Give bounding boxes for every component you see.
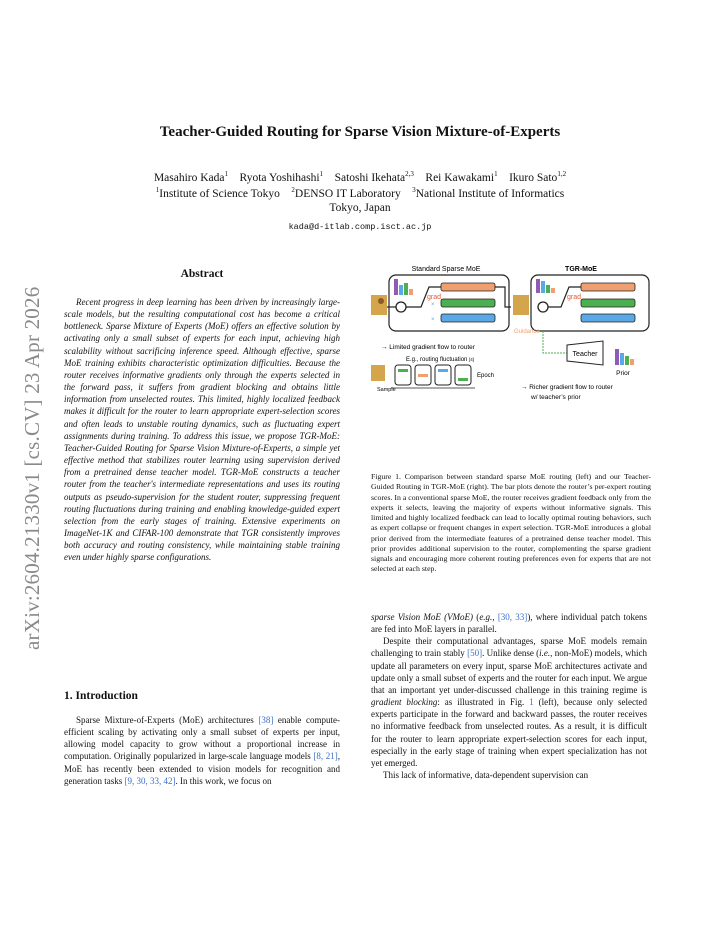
figure-left-title: Standard Sparse MoE	[411, 266, 481, 273]
citation-link[interactable]: [38]	[258, 715, 274, 725]
svg-text:×: ×	[431, 302, 435, 308]
author: Ikuro Sato	[509, 171, 558, 184]
figure-1	[371, 261, 651, 436]
paper-title: Teacher-Guided Routing for Sparse Vision Mixture-of-Experts	[159, 124, 561, 140]
guidance-label: Guidance	[514, 329, 540, 335]
router-node	[396, 302, 406, 312]
citation-link[interactable]: 21]	[325, 751, 338, 762]
fluctuation-note: E.g., routing fluctuation [4]	[406, 357, 475, 363]
affiliation: DENSO IT Laboratory	[294, 187, 401, 200]
sample-image	[371, 295, 387, 315]
fluctuation-diagram	[371, 365, 475, 388]
grad-label-left: grad	[427, 294, 442, 301]
arxiv-stamp: arXiv:2604.21330v1 [cs.CV] 23 Apr 2026	[20, 286, 44, 650]
figure-reference[interactable]: 1	[529, 697, 534, 708]
prior-label: Prior	[616, 370, 630, 377]
expert-blue	[441, 314, 495, 322]
teacher-prior-note: w/ teacher’s prior	[531, 394, 581, 401]
section-heading-introduction: 1. Introduction	[64, 690, 138, 702]
citation-link[interactable]: [8,	[313, 751, 324, 762]
figure-right-title: TGR-MoE	[565, 266, 597, 273]
citation-link[interactable]: [9, 30, 33, 42]	[124, 775, 176, 786]
author: Rei Kawakami	[425, 171, 495, 184]
citation-link[interactable]: [30, 33]	[497, 612, 528, 622]
teacher-label: Teacher	[572, 351, 598, 358]
email[interactable]: kada@d-itlab.comp.isct.ac.jp	[288, 222, 432, 232]
router-score-bars-left	[394, 279, 413, 295]
expert-orange	[441, 283, 495, 291]
intro-paragraph: Sparse Mixture-of-Experts (MoE) architectures [38] enable compute-efficient scaling by activating only a small subset of experts per input, allowing model capacity to grow without a proportional increase in computation. Originally popularized in large-scale language models [8, 21], MoE has recently been extended to vision models for recognition and generation tasks [9, 30, 33, 42]. In this work, we focus on	[64, 715, 340, 786]
sample-label: Sample	[377, 387, 396, 393]
affiliation: National Institute of Informatics	[415, 187, 565, 200]
grad-label-right: grad	[567, 294, 582, 301]
abstract-heading: Abstract	[180, 268, 224, 280]
location: Tokyo, Japan	[329, 202, 391, 214]
router-score-bars-right	[536, 279, 555, 293]
citation-link[interactable]: [50]	[467, 648, 483, 659]
figure-1-caption: Figure 1. Comparison between standard sparse MoE routing (left) and our Teacher-Guided Routing in TGR-MoE (right). The bar plots denote the router’s per-expert routing scores. In a conventional sparse MoE, the router receives gradient feedback only from the experts it selects, leaving the majority of experts without informative signals. This limited and highly localized feedback can lead to locally optimal routing behaviors, such as expert collapse or frequent changes in expert selection. TGR-MoE introduces a global prior derived from the intermediate features of a pretrained dense teacher model. This prior provides additional supervision to the router, complementing the sparse gradient signals and encouraging more coherent routing preferences even for experts that are not selected at each step.	[371, 472, 651, 574]
limited-gradient-note: → Limited gradient flow to router	[381, 344, 475, 351]
author: Satoshi Ikehata	[334, 171, 406, 184]
prior-bars	[615, 349, 634, 365]
svg-text:×: ×	[431, 317, 435, 323]
richer-gradient-note: → Richer gradient flow to router	[521, 384, 613, 391]
affiliation: Institute of Science Tokyo	[159, 187, 280, 200]
abstract-body: Recent progress in deep learning has been driven by increasingly large-scale models, but the resulting computational cost has become a critical bottleneck. Sparse Mixture of Experts (MoE) offers an effective solution by activating only a small subset of experts for each input, achieving high scalability without sacrificing inference speed. Although effective, sparse MoE training exhibits characteristic optimization difficulties. Because the router receives informative gradients only through the experts selected in the forward pass, it suffers from gradient blocking and obtains little information from unselected routes. This limited, highly localized feedback makes it difficult for the router to learn appropriate expert-selection scores and often leads to unstable routing dynamics, such as fluctuating expert assignments during training. To address this issue, we propose TGR-MoE: Teacher-Guided Routing for Sparse Vision Mixture-of-Experts, a simple yet effective method that stabilizes router learning using supervision derived from a pretrained dense teacher model. TGR-MoE constructs a teacher router from the teacher's intermediate representations and uses its routing outputs as pseudo-supervision for the student router, suppressing frequent routing fluctuations during training and enabling knowledge-guided expert selection from the early stages of training. Extensive experiments on ImageNet-1K and CIFAR-100 demonstrate that TGR consistently improves both accuracy and routing consistency, while maintaining stable training even under highly sparse configurations.	[64, 297, 340, 563]
author-list: Masahiro Kada$^1$ Ryota Yoshihashi$^1$ Satoshi Ikehata$^{2,3}$ Rei Kawakami$^1$ Ikuro Sato$^{1,2}$	[153, 170, 567, 184]
intro-right-column: sparse Vision MoE (VMoE) (e.g., [30, 33]), where individual patch tokens are fed into MoE layers in parallel. Despite their computational advantages, sparse MoE models remain challenging to train stably [50]. Unlike dense (i.e., non-MoE) models, which update all parameters on every input, sparse MoE architectures activate and update only a small subset of experts and the router for each input. We argue that an important yet under-discussed challenge in this training regime is gradient blocking: as illustrated in Fig. 1 (left), because only selected experts participate in the forward and backward passes, the router receives no informative feedback from unselected routes. As a result, it is difficult for the router to learn appropriate expert-selection scores for each input, especially in the early stage of training when expert specialization has not yet emerged. This lack of informative, data-dependent supervision can	[371, 612, 648, 781]
expert-green	[441, 299, 495, 307]
author: Masahiro Kada	[153, 171, 225, 184]
epoch-label: Epoch	[477, 373, 495, 379]
author: Ryota Yoshihashi	[239, 171, 320, 184]
affiliation-list: $^1$Institute of Science Tokyo $^2$DENSO IT Laboratory $^3$National Institute of Informatics	[155, 186, 565, 200]
